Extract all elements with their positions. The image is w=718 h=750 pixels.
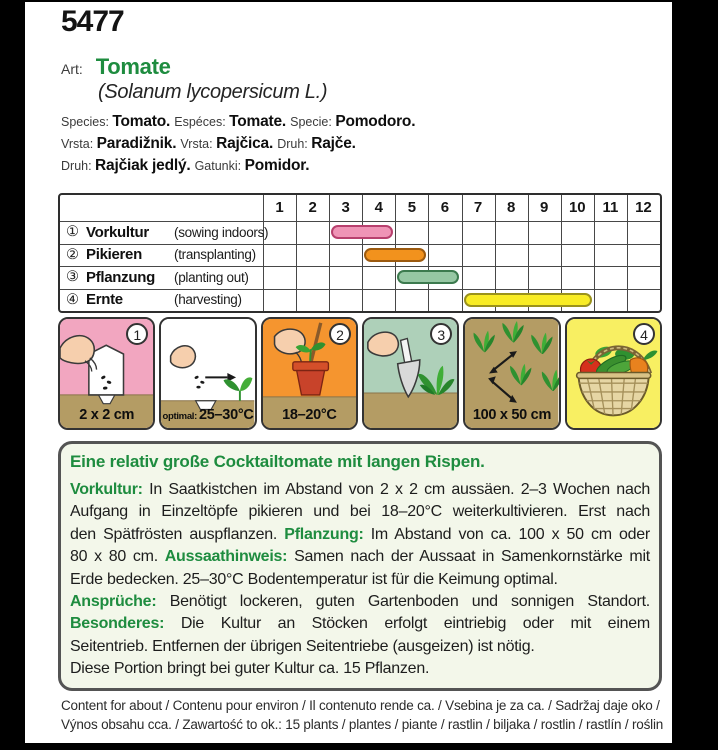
circled-step-number: ①: [66, 224, 79, 241]
cultivation-text-line: [70, 546, 650, 568]
species-translations: [61, 111, 415, 177]
species-language-label: Espéces:: [174, 115, 230, 129]
step-number-badge: 3: [430, 323, 452, 345]
species-name-value: Tomato.: [112, 113, 175, 130]
cultivation-text-line: [70, 501, 650, 523]
calendar-period-bar: [364, 248, 426, 262]
calendar-month-header: 11: [602, 199, 619, 216]
text-run: 80 x 80 cm.: [70, 548, 165, 566]
keyword-label: Pflanzung:: [284, 525, 364, 543]
calendar-month-header: 2: [308, 199, 317, 216]
calendar-month-header: 7: [473, 199, 483, 216]
calendar-activity-de: Vorkultur: [86, 223, 149, 241]
description-box: [58, 441, 662, 691]
variety-header: [61, 54, 171, 80]
footer-line-1: Content for about / Contenu pour environ / Il contenuto rende ca. / Vsebina je za ca. / Sadržaj daje oko /: [61, 698, 660, 713]
article-number: 5477: [61, 5, 124, 38]
species-language-label: Gatunki:: [194, 159, 245, 173]
botanical-name: (Solanum lycopersicum L.): [98, 81, 328, 103]
pictogram-plant-out: [362, 317, 459, 430]
species-language-label: Druh:: [277, 137, 312, 151]
calendar-month-header: 12: [635, 199, 652, 216]
text-run: Die Kultur an Stöcken erfolgt eintriebig oder mit einem: [164, 615, 650, 633]
keyword-label: Ansprüche:: [70, 593, 157, 611]
pictogram-harvest: [565, 317, 662, 430]
cultivation-text-line: [70, 658, 650, 680]
pictogram-strip: [58, 317, 662, 430]
calendar-activity-de: Ernte: [86, 291, 123, 309]
optimal-prefix: optimal:: [162, 411, 198, 422]
text-run: In Saatkistchen im Abstand von 2 x 2 cm aussäen. 2–3 Wochen nach: [142, 481, 650, 498]
variety-name: Tomate: [95, 54, 171, 79]
calendar-month-header: 4: [374, 199, 383, 216]
calendar-month-header: 6: [440, 199, 450, 216]
species-name-value: Tomate.: [229, 113, 291, 130]
cultivation-text-line: [70, 613, 650, 635]
calendar-activity-en: (harvesting): [174, 292, 242, 308]
keyword-label: Vorkultur:: [70, 481, 143, 498]
species-language-label: Vrsta:: [61, 137, 97, 151]
species-name-value: Rajčiak jedlý.: [95, 157, 195, 174]
calendar-activity-en: (transplanting): [174, 247, 256, 263]
calendar-month-header: 8: [506, 199, 516, 216]
content-footer: [61, 696, 663, 734]
sowing-calendar-table: [58, 193, 662, 313]
cultivation-instructions: [70, 479, 650, 681]
species-name-value: Pomidor.: [244, 157, 310, 174]
variety-headline: Eine relativ große Cocktailtomate mit langen Rispen.: [70, 452, 485, 471]
species-language-label: Vrsta:: [180, 137, 217, 151]
species-line: [61, 133, 415, 155]
species-name-value: Rajčica.: [216, 135, 278, 152]
calendar-row: [60, 244, 660, 267]
seed-packet-back: [25, 2, 672, 743]
circled-step-number: ④: [66, 291, 79, 308]
calendar-period-bar: [331, 225, 393, 239]
calendar-period-bar: [464, 293, 592, 307]
growing-temperature-label: 18–20°C: [282, 407, 337, 423]
text-run: Benötigt lockeren, guten Gartenboden und sonnigen Standort.: [156, 593, 650, 611]
species-language-label: Druh:: [61, 159, 96, 173]
cultivation-text-line: [70, 569, 650, 591]
step-number-badge: 2: [329, 323, 351, 345]
species-name-value: Pomodoro.: [335, 113, 416, 130]
sowing-spacing-label: 2 x 2 cm: [79, 407, 135, 423]
pictogram-germination-temperature: [159, 317, 256, 430]
species-line: [61, 111, 415, 133]
calendar-month-header: 5: [407, 199, 417, 216]
cultivation-text-line: [70, 636, 650, 658]
calendar-month-header: 9: [540, 199, 549, 216]
species-name-value: Paradižnik.: [96, 135, 181, 152]
cultivation-text-line: [70, 524, 650, 546]
text-run: Im Abstand von ca. 100 x 50 cm oder: [363, 525, 651, 543]
text-run: den Spätfrösten auspflanzen.: [70, 525, 285, 543]
calendar-month-header: 3: [341, 199, 350, 216]
germination-temperature-label: [161, 407, 254, 423]
cultivation-text-line: [70, 591, 650, 613]
species-language-label: Species:: [61, 115, 113, 129]
calendar-row: [60, 266, 660, 289]
circled-step-number: ②: [66, 246, 79, 263]
species-name-value: Rajče.: [311, 135, 356, 152]
text-run: Diese Portion bringt bei guter Kultur ca. 15 Pflanzen.: [70, 660, 430, 678]
keyword-label: Aussaathinweis:: [164, 548, 288, 566]
pictogram-sow-in-tray: [58, 317, 155, 430]
species-line: [61, 155, 415, 177]
calendar-activity-en: (sowing indoors): [174, 224, 269, 240]
calendar-period-bar: [397, 270, 459, 284]
calendar-month-header: 1: [275, 199, 284, 216]
footer-line-2: Výnos obsahu cca. / Zawartość to ok.: 15 plants / plantes / piante / rastlin / biljaka / rostlin / rastlín / roślin: [61, 717, 664, 732]
pictogram-plant-spacing: [463, 317, 560, 430]
calendar-month-header: 10: [568, 199, 586, 216]
text-run: Samen nach der Aussaat in Samenkornstärke mit: [287, 548, 650, 566]
plant-spacing-label: 100 x 50 cm: [472, 407, 552, 423]
step-number-badge: 4: [633, 323, 655, 345]
temperature-value: 25–30°C: [199, 407, 254, 423]
cultivation-text-line: [70, 479, 650, 501]
species-language-label: Specie:: [290, 115, 336, 129]
step-number-badge: 1: [126, 323, 148, 345]
calendar-activity-de: Pflanzung: [86, 268, 155, 286]
calendar-activity-de: Pikieren: [86, 246, 142, 264]
text-run: Aufgang in Einzeltöpfe pikieren und bei 18–20°C weiterkultivieren. Erst nach: [70, 503, 650, 521]
art-label: Art:: [61, 61, 83, 77]
keyword-label: Besonderes:: [70, 615, 165, 633]
pictogram-transplant-to-pot: [261, 317, 358, 430]
sowing-calendar-grid: [60, 195, 660, 311]
text-run: Seitentrieb. Entfernen der übrigen Seitentriebe (ausgeizen) ist nötig.: [70, 637, 535, 655]
circled-step-number: ③: [66, 269, 79, 286]
calendar-activity-en: (planting out): [174, 269, 249, 285]
text-run: Erde bedecken. 25–30°C Bodentemperatur ist für die Keimung optimal.: [70, 570, 558, 588]
